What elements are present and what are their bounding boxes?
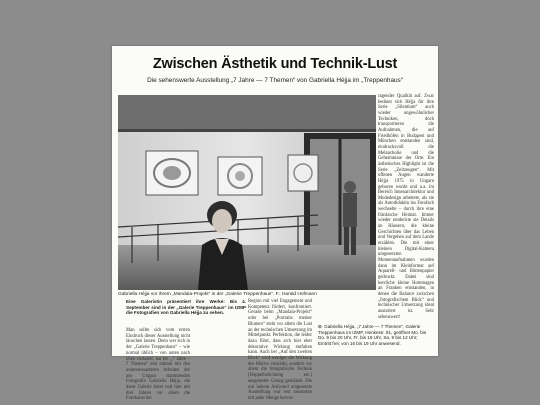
exhibition-info-text: Gabriella Héjja, „7 Jahre — 7 Themen“, Galerie Treppenhaus im IZMP, Henkestr. 91, geöffnet Mo. bis Do. 9 bis 20 Uhr, Fr. bis 19 Uhr, Sa. 9 bis 12 Uhr; Eintritt frei; von 16 bis 19 Uhr anwesend. <box>318 324 427 346</box>
newspaper-clipping <box>112 46 438 402</box>
info-bullet-icon: ⊙ <box>318 324 322 329</box>
gallery-photo-illustration <box>118 95 376 290</box>
article-photo <box>118 95 376 290</box>
article-column-1: Man sollte sich vom ersten Eindruck dieser Ausstellung nicht täuschen lassen. Denn wer sich in der „Galerie Treppenhaus“ – wie normal üblich – von unten nach oben vortastet, hat bei „7 Jahre – 7 Themen“ erst einmal mit den uninteressanteren Arbeiten der aus Ungarn stammenden Fotografin Gabriella Héjja, die diese Galerie leitet und hier mit drei Jahren vor allem die Fotokunst der <box>126 328 190 402</box>
article-column-3: ragender Qualität auf. Zwar bedient sich Héjja für ihre Serie „Silentium“ auch wieder ungewöhnlicher Techniken, doch transportieren die Aufnahmen, die auf Friedhöfen in Budapest und München entstanden sind, eindrucksvoll die Melancholie und die Geheimnisse der Orte. Ein ästhetisches Highlight ist die Serie „Zeitzeugen“. Mit offenen Augen wanderte Héjja 1975 in Ungarn geboren wurde und u.a. im Bereich Innenarchitektur und Modedesign arbeitete, als sie als Autodidaktin ins Fotofach wechselte – durch ihre eine fränkische Heimat. Immer wieder entdeckte sie Details an Häusern, die kleine Geschichten über das Leben und Vergehen auf dem Lande erzählen. Die mit einer kleinen Digital-Kamera umgesetzten Momentaufnahmen wurden dann im Kleinformat auf Aquarell- und Büttenpapier gedruckt. Dabei sind herrliche kleine Hommagen an Franken entstanden, in denen die Balance zwischen „fotografischem Blick“ und technischer Umsetzung ideal austariert ist. Sehr sehenswert! <box>378 94 434 320</box>
photo-caption: Gabriella Héjja vor ihrem „Mandala-Projekt“ in der „Galerie Treppenhaus“. F.: Harald Hofmann <box>118 292 317 297</box>
article-headline: Zwischen Ästhetik und Technik-Lust <box>152 56 398 72</box>
article-subheadline: Die sehenswerte Ausstellung „7 Jahre — 7 Themen“ von Gabriella Héjja im „Treppenhaus“ <box>147 77 403 84</box>
article-intro: Eine Galeristin präsentiert ihre Werke: Bis 4. September sind in der „Galerie Treppenhaus“ im IZMP die Fotografien von Gabriella Héjja zu sehen. <box>126 299 246 316</box>
exhibition-info-box <box>318 324 430 346</box>
article-column-2: Region mit viel Engagement und Kompetenz fördert, konfrontiert. Gerade beim „Mandala-Projekt“ oder bei „Portraits meiner Blumen“ steht vor allem die Lust an der technischen Umsetzung im Mittelpunkt. Perfektion, die leider dazu führt, dass sich hier eher dekorative Wirkung entfalten kann. Auch bei „Auf den zweiten Blick“ wird weniger die Wirkung des Motivs verstärkt, sondern vor allem die fotografische Technik (Doppelbelichtung etc.) ausgetestet. Genug gemäkelt. Die mit hohem Aufwand umgesetzte Ausstellung war erst ansonsten mit jeder Menge hervor- <box>248 299 312 401</box>
